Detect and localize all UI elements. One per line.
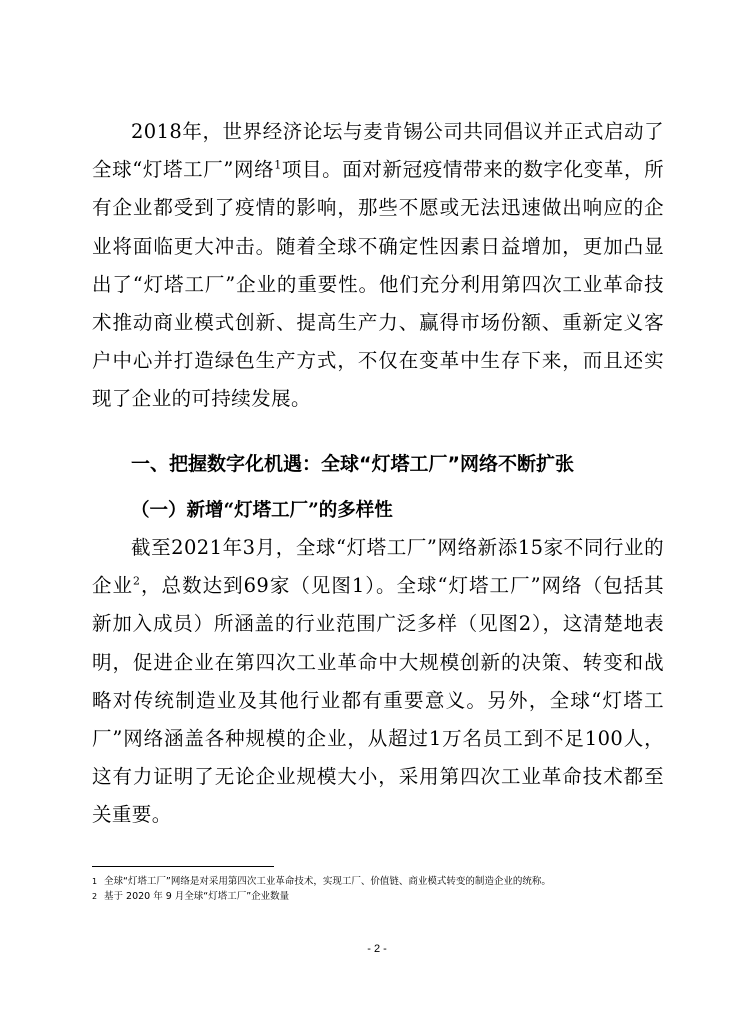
footnote-separator <box>92 866 274 867</box>
section-heading: 一、把握数字化机遇：全球“灯塔工厂”网络不断扩张 <box>131 453 574 475</box>
footnote-1 <box>92 874 692 889</box>
body-paragraph-2 <box>92 529 664 835</box>
page-number: - 2 - <box>367 943 387 955</box>
footnote-2 <box>92 889 692 904</box>
p1-text-b: 项目。面对新冠疫情带来的数字化变革，所有企业都受到了疫情的影响，那些不愿或无法迅速做出响应的企业将面临更大冲击。随着全球不确定性因素日益增加，更加凸显出了“灯塔工厂”企业的重要性。他们充分利用第四次工业革命技术推动商业模式创新、提高生产力、赢得市场份额、重新定义客户中心并打造绿色生产方式，不仅在变革中生存下来，而且还实现了企业的可持续发展。 <box>92 158 664 411</box>
p2-text-a: 截至2021年3月，全球“灯塔工厂”网络新添15家不同行业的企业 <box>92 536 664 598</box>
footnote-ref-2[interactable]: 2 <box>133 574 141 588</box>
footnotes <box>92 874 692 904</box>
body-paragraph-1 <box>92 113 664 419</box>
footnote-ref-1[interactable]: 1 <box>274 158 282 172</box>
footnote-number: 1 <box>92 877 98 886</box>
p1-text-a: 2018年，世界经济论坛与麦肯锡公司共同倡议并正式启动了全球“灯塔工厂”网络 <box>92 120 664 182</box>
footnote-text: 全球“灯塔工厂”网络是对采用第四次工业革命技术，实现工厂、价值链、商业模式转变的制造企业的统称。 <box>104 876 551 887</box>
p2-text-b: ，总数达到69家（见图1）。全球“灯塔工厂”网络（包括其新加入成员）所涵盖的行业范围广泛多样（见图2），这清楚地表明，促进企业在第四次工业革命中大规模创新的决策、转变和战略对传统制造业及其他行业都有重要意义。另外，全球“灯塔工厂”网络涵盖各种规模的企业，从超过1万名员工到不足100人，这有力证明了无论企业规模大小，采用第四次工业革命技术都至关重要。 <box>92 574 664 827</box>
footnote-text: 基于 2020 年 9 月全球“灯塔工厂”企业数量 <box>104 891 290 902</box>
subsection-heading: （一）新增“灯塔工厂”的多样性 <box>131 500 393 521</box>
footnote-number: 2 <box>92 892 98 901</box>
